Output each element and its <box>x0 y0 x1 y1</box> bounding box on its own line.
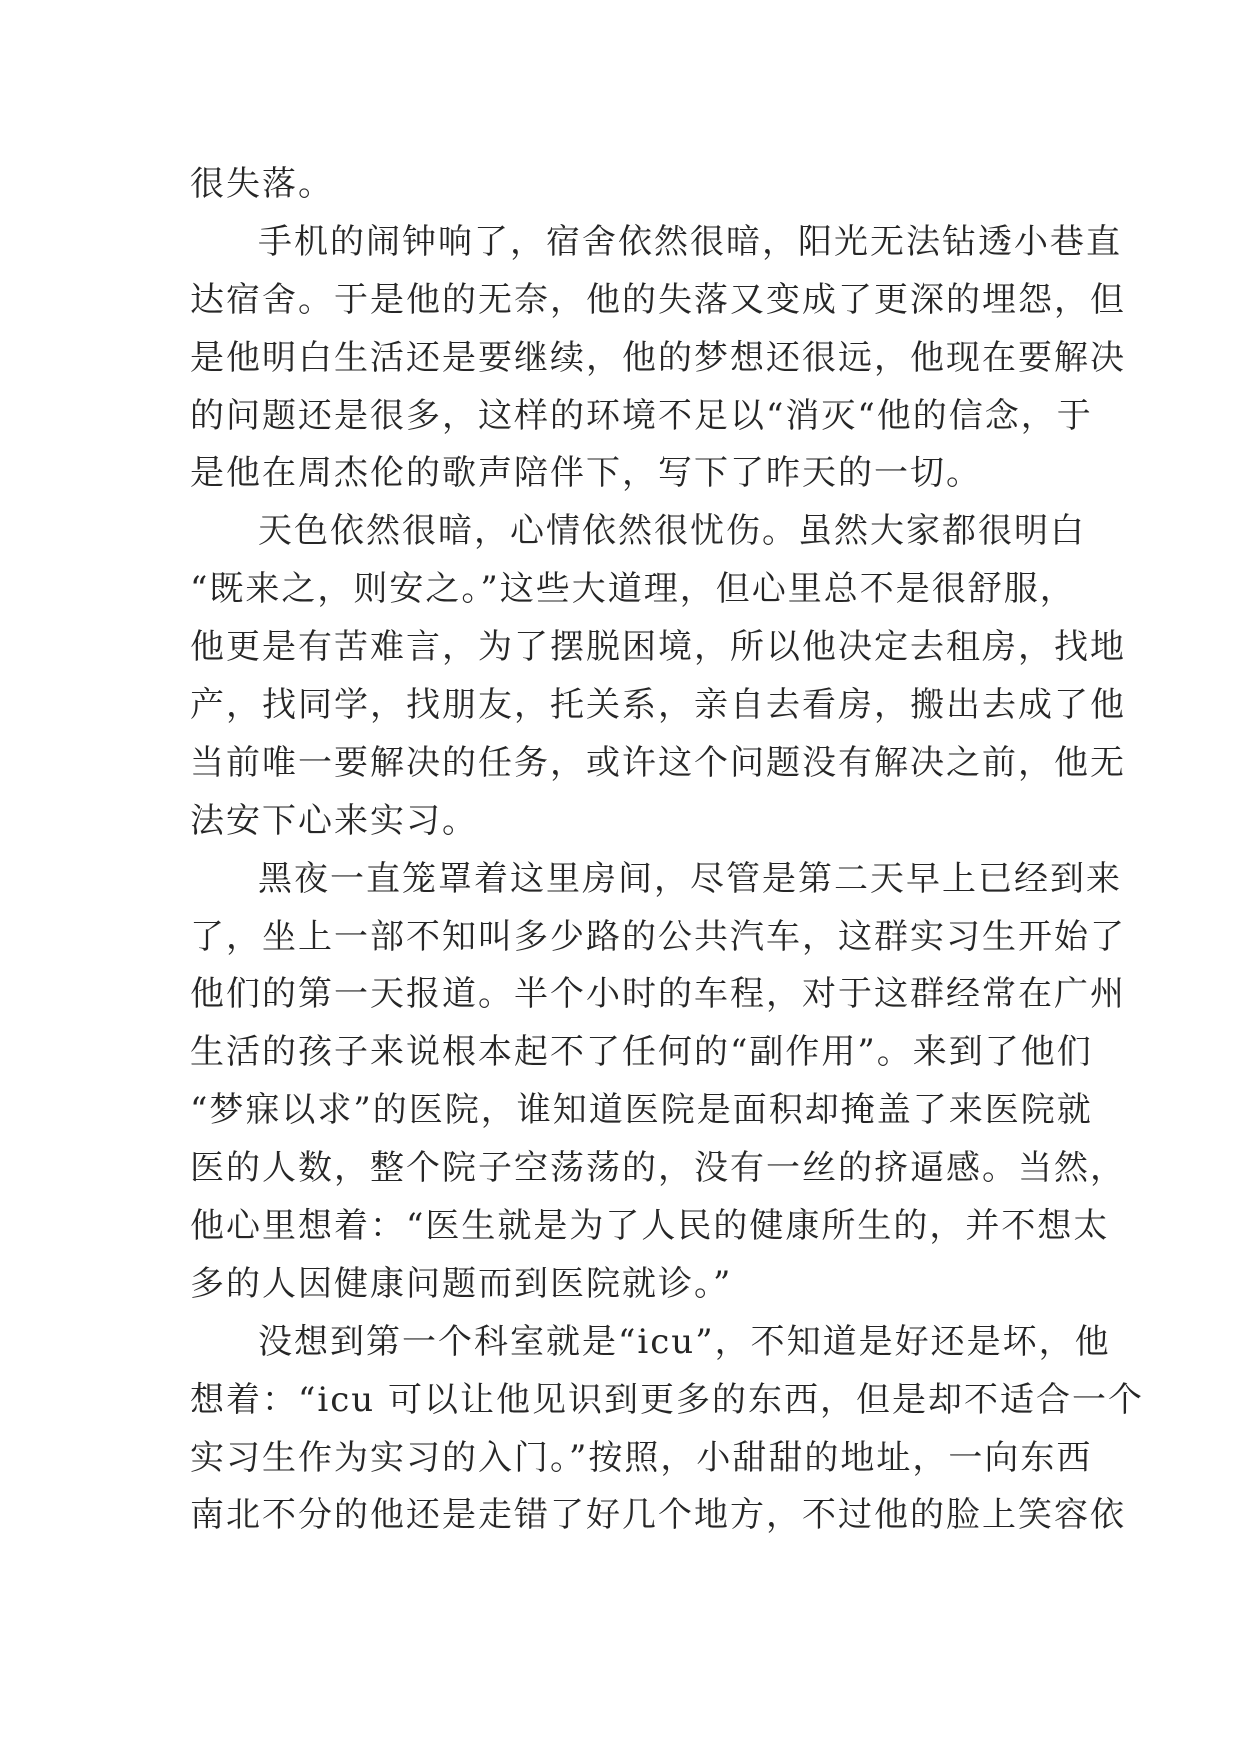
text-line: 南北不分的他还是走错了好几个地方，不过他的脸上笑容依 <box>190 1495 1126 1536</box>
text-line: “梦寐以求”的医院，谁知道医院是面积却掩盖了来医院就 <box>190 1090 1093 1131</box>
text-line: 很失落。 <box>190 164 334 204</box>
paragraph-first-line: 手机的闹钟响了，宿舍依然很暗，阳光无法钻透小巷直 <box>258 221 1122 262</box>
paragraph-first-line: 黑夜一直笼罩着这里房间，尽管是第二天早上已经到来 <box>258 858 1122 899</box>
text-line: 的问题还是很多，这样的环境不足以“消灭“他的信念，于 <box>190 395 1093 436</box>
paragraph-first-line: 没想到第一个科室就是“icu”，不知道是好还是坏，他 <box>258 1321 1111 1362</box>
text-line: 他心里想着：“医生就是为了人民的健康所生的，并不想太 <box>190 1206 1110 1247</box>
paragraph-first-line: 天色依然很暗，心情依然很忧伤。虽然大家都很明白 <box>258 511 1086 552</box>
text-line: 实习生作为实习的入门。”按照，小甜甜的地址，一向东西 <box>190 1437 1093 1478</box>
text-line: 多的人因健康问题而到医院就诊。” <box>190 1263 733 1304</box>
text-line: 达宿舍。于是他的无奈，他的失落又变成了更深的埋怨，但 <box>190 279 1126 320</box>
text-line: 想着：“icu 可以让他见识到更多的东西，但是却不适合一个 <box>190 1379 1145 1420</box>
text-line: 当前唯一要解决的任务，或许这个问题没有解决之前，他无 <box>190 742 1126 783</box>
text-line: 生活的孩子来说根本起不了任何的“副作用”。来到了他们 <box>190 1032 1093 1073</box>
text-line: 他更是有苦难言，为了摆脱困境，所以他决定去租房，找地 <box>190 627 1126 668</box>
body-text <box>190 156 1145 1545</box>
text-line: 法安下心来实习。 <box>190 800 478 841</box>
text-line: 医的人数，整个院子空荡荡的，没有一丝的挤逼感。当然， <box>190 1148 1126 1189</box>
text-line: 产，找同学，找朋友，托关系，亲自去看房，搬出去成了他 <box>190 685 1126 726</box>
text-line: 是他明白生活还是要继续，他的梦想还很远，他现在要解决 <box>190 337 1126 378</box>
text-line: 他们的第一天报道。半个小时的车程，对于这群经常在广州 <box>190 974 1126 1015</box>
text-line: “既来之，则安之。”这些大道理，但心里总不是很舒服， <box>190 569 1076 610</box>
text-line: 了，坐上一部不知叫多少路的公共汽车，这群实习生开始了 <box>190 916 1126 957</box>
text-line: 是他在周杰伦的歌声陪伴下，写下了昨天的一切。 <box>190 453 982 494</box>
